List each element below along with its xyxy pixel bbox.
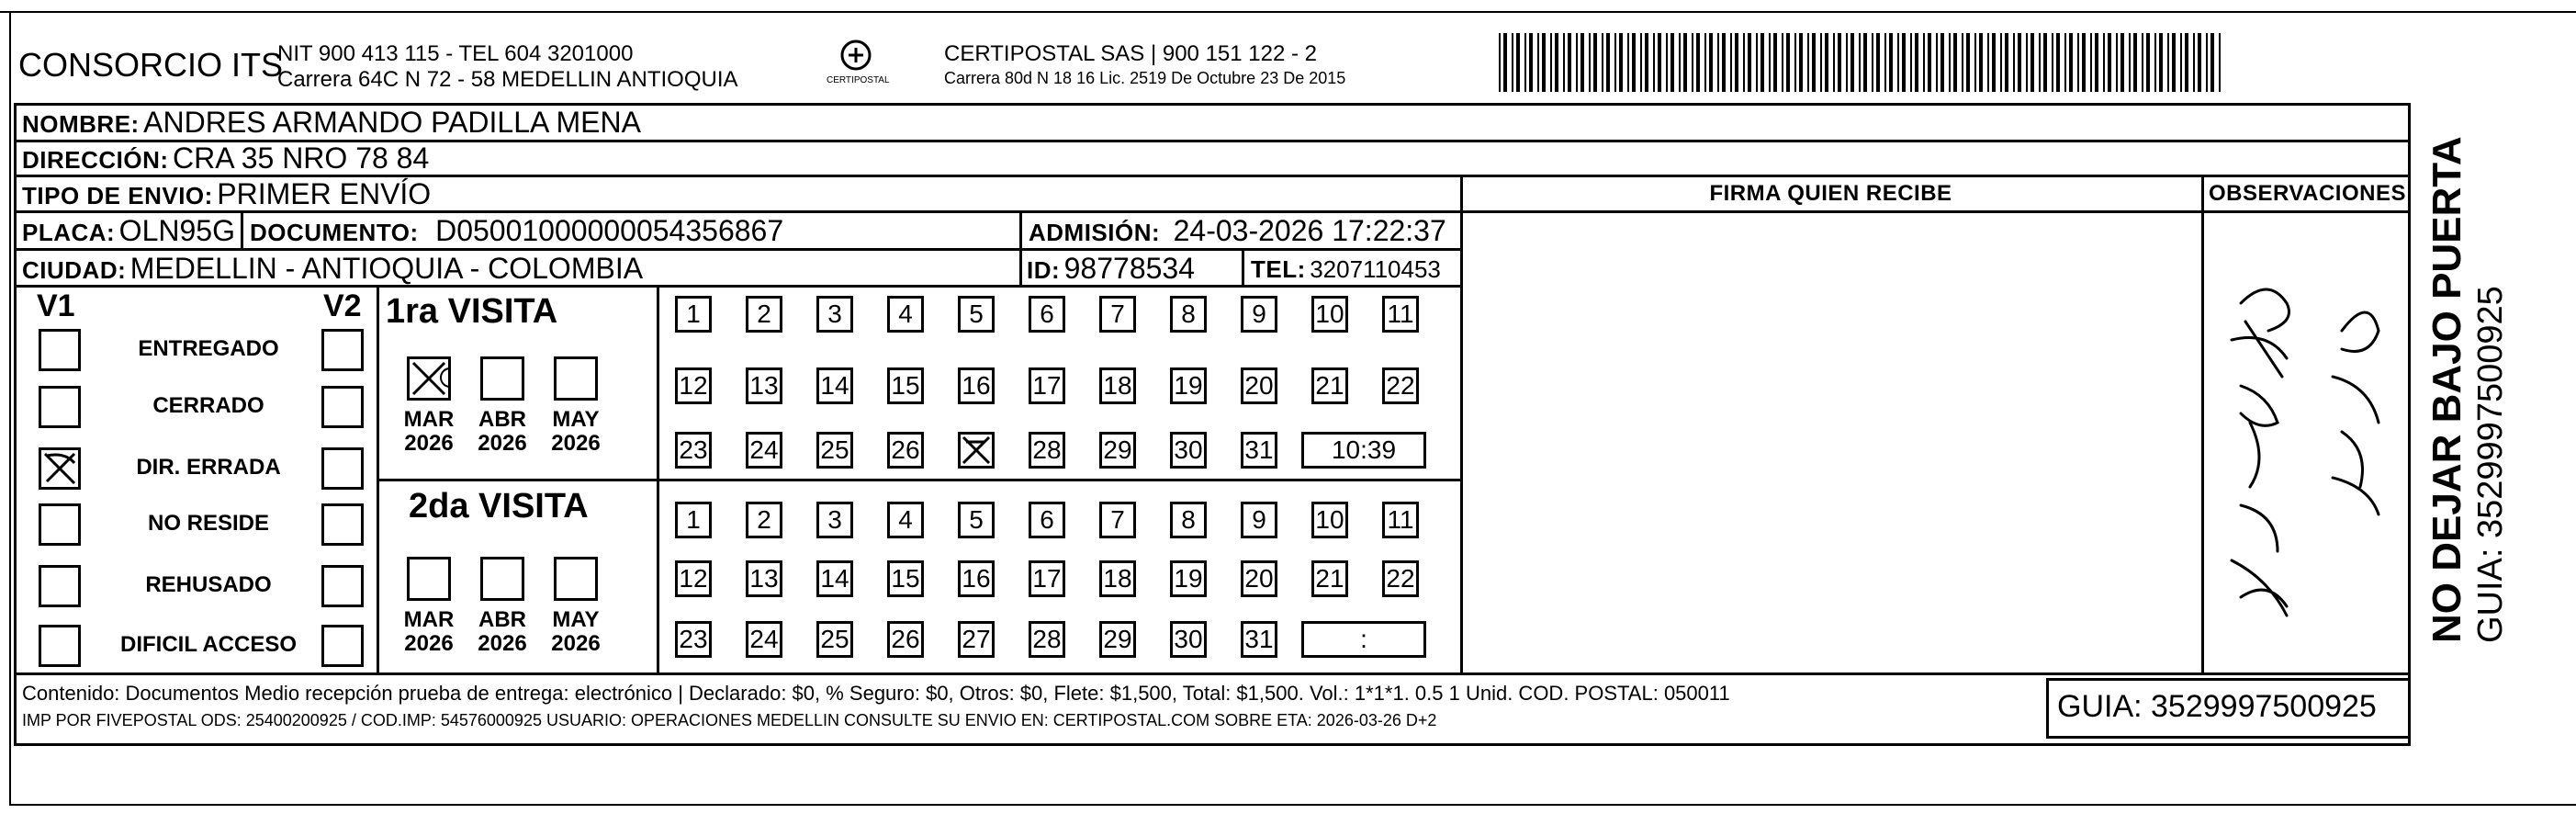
firma-header: FIRMA QUIEN RECIBE (1709, 181, 1952, 206)
barcode-bar (2056, 33, 2060, 92)
v1-checkbox[interactable] (39, 625, 81, 667)
barcode-bar (2090, 33, 2092, 92)
month-name: MAY (552, 607, 600, 632)
placa-value: OLN95G (118, 214, 235, 247)
barcode-bar (2064, 33, 2066, 92)
barcode-bar (1897, 33, 1899, 92)
barcode-bar (1859, 33, 1861, 92)
barcode-bar (1550, 33, 1552, 92)
barcode-bar (1833, 33, 1835, 92)
direccion-row (22, 141, 429, 175)
tipo-label: TIPO DE ENVIO: (22, 182, 213, 209)
barcode-bar (2167, 33, 2169, 92)
month-checkbox[interactable] (480, 557, 524, 601)
day-box[interactable]: 2 (746, 502, 782, 538)
barcode-bar (1850, 33, 1854, 92)
month-checkbox[interactable] (554, 557, 598, 601)
left-edge-line (9, 11, 11, 806)
second-visit-title: 2da VISITA (409, 487, 589, 526)
day-box[interactable]: 13 (746, 367, 782, 404)
day-box[interactable]: 13 (746, 560, 782, 597)
nombre-row (22, 106, 641, 140)
admision-label: ADMISIÓN: (1029, 219, 1161, 246)
barcode-bar (1974, 33, 1976, 92)
v1-header: V1 (37, 288, 75, 323)
v2-checkbox[interactable] (321, 565, 364, 607)
barcode-bar (2018, 33, 2021, 92)
v2-checkbox[interactable] (321, 625, 364, 667)
barcode-bar (1889, 33, 1893, 92)
day-box[interactable]: 31 (1241, 621, 1277, 658)
barcode-bar (1838, 33, 1841, 92)
day-box[interactable]: 26 (887, 432, 924, 469)
month-label (470, 408, 534, 456)
barcode-bar (1979, 33, 1983, 92)
footer-line1: Contenido: Documentos Medio recepción prueba de entrega: electrónico | Declarado: $0, % Seguro: $0, Otros: $0, Flete: $1,500, Total: $1,500. Vol.: 1*1*1. 0.5 1 Unid. COD. POSTAL: 050011 (22, 682, 1730, 705)
day-box[interactable]: 25 (816, 621, 853, 658)
day-box[interactable]: 12 (675, 367, 712, 404)
barcode-bar (1863, 33, 1867, 92)
day-box[interactable]: 28 (1029, 621, 1065, 658)
barcode-bar (2069, 33, 2073, 92)
barcode-bar (1670, 33, 1674, 92)
status-label: DIFICIL ACCESO (119, 632, 297, 657)
barcode-bar (1606, 33, 1610, 92)
barcode-bar (1872, 33, 1873, 92)
day-box[interactable]: 10 (1311, 296, 1348, 333)
month-checkbox[interactable] (407, 557, 451, 601)
day-box[interactable]: 3 (816, 502, 853, 538)
ciudad-row (22, 252, 643, 286)
barcode-bar (2116, 33, 2118, 92)
barcode-bar (1653, 33, 1655, 92)
tel-value: 3207110453 (1310, 255, 1441, 283)
barcode-bar (2172, 33, 2176, 92)
admision-value: 24-03-2026 17:22:37 (1173, 214, 1446, 247)
barcode-bar (2198, 33, 2201, 92)
first-visit-title: 1ra VISITA (386, 292, 558, 331)
day-box[interactable]: 22 (1382, 367, 1419, 404)
barcode-bar (1812, 33, 1816, 92)
company-info-line2: Carrera 64C N 72 - 58 MEDELLIN ANTIOQUIA (277, 67, 738, 92)
barcode-bar (1602, 33, 1603, 92)
barcode-bar (1593, 33, 1597, 92)
day-box[interactable]: 22 (1382, 560, 1419, 597)
month-label (397, 608, 461, 656)
day-box[interactable]: 4 (887, 296, 924, 333)
footer-line2: IMP POR FIVEPOSTAL ODS: 25400200925 / COD.IMP: 54576000925 USUARIO: OPERACIONES MEDELLIN CONSULTE SU ENVIO EN: CERTIPOSTAL.COM SOBRE ETA: 2026-03-26 D+2 (22, 711, 1437, 729)
month-name: MAR (403, 407, 455, 432)
barcode-bar (1619, 33, 1623, 92)
barcode-bar (1966, 33, 1970, 92)
day-box[interactable]: 27 (958, 621, 995, 658)
status-label: ENTREGADO (138, 336, 279, 361)
barcode-bar (2219, 33, 2221, 92)
barcode-bar (1568, 33, 1571, 92)
check-mark-icon (41, 450, 78, 487)
v1-checkbox[interactable] (39, 503, 81, 546)
logo-text: CERTIPOSTAL (827, 75, 890, 85)
v2-checkbox[interactable] (321, 503, 364, 546)
day-box[interactable]: 7 (1099, 502, 1136, 538)
v2-checkbox[interactable] (321, 447, 364, 490)
day-box[interactable]: 24 (746, 432, 782, 469)
barcode-bar (1992, 33, 1996, 92)
footer-guia: GUIA: 3529997500925 (2057, 689, 2377, 724)
day-box[interactable]: 15 (887, 560, 924, 597)
day-box[interactable]: 17 (1029, 367, 1065, 404)
day-box[interactable]: 16 (958, 367, 995, 404)
certipostal-line1: CERTIPOSTAL SAS | 900 151 122 - 2 (944, 41, 1317, 66)
month-label (470, 608, 534, 656)
day-box[interactable]: 29 (1099, 621, 1136, 658)
barcode-bar (1563, 33, 1565, 92)
barcode-bar (1645, 33, 1648, 92)
barcode-bar (2043, 33, 2047, 92)
day-box[interactable]: 28 (1029, 432, 1065, 469)
barcode-bar (1529, 33, 1533, 92)
day-box[interactable]: 19 (1170, 367, 1207, 404)
month-label (544, 408, 608, 456)
month-name: MAR (403, 607, 455, 632)
barcode-bar (2120, 33, 2124, 92)
day-box[interactable]: 21 (1311, 367, 1348, 404)
nombre-value: ANDRES ARMANDO PADILLA MENA (143, 106, 641, 139)
barcode-bar (1769, 33, 1771, 92)
barcode-bar (1928, 33, 1931, 92)
barcode-bar (1773, 33, 1777, 92)
tipo-row (22, 177, 431, 211)
barcode-bar (1820, 33, 1822, 92)
barcode-bar (1735, 33, 1738, 92)
day-box[interactable]: 1 (675, 296, 712, 333)
barcode-bar (2000, 33, 2002, 92)
day-box[interactable]: 26 (887, 621, 924, 658)
day-box[interactable]: 30 (1170, 432, 1207, 469)
day-box[interactable]: 17 (1029, 560, 1065, 597)
barcode-bar (1915, 33, 1918, 92)
barcode-bar (2030, 33, 2034, 92)
barcode-bar (1692, 33, 1693, 92)
admision-row (1029, 214, 1446, 248)
day-box[interactable]: 19 (1170, 560, 1207, 597)
barcode-bar (1696, 33, 1700, 92)
barcode-bar (1876, 33, 1880, 92)
handwritten-observation (2222, 266, 2406, 661)
month-name: MAY (552, 407, 600, 432)
day-box[interactable]: 5 (958, 296, 995, 333)
day-box[interactable]: 11 (1382, 502, 1419, 538)
barcode-bar (1940, 33, 1944, 92)
barcode-bar (2108, 33, 2111, 92)
handwriting-icon (2222, 266, 2406, 661)
side-instruction: NO DEJAR BAJO PUERTA (2424, 136, 2469, 643)
barcode-bar (1524, 33, 1526, 92)
month-year: 2026 (551, 431, 601, 456)
v2-header: V2 (323, 288, 362, 323)
id-row (1027, 252, 1195, 286)
barcode-bar (1542, 33, 1546, 92)
barcode-bar (1709, 33, 1713, 92)
barcode-bar (1589, 33, 1591, 92)
day-box[interactable]: 21 (1311, 560, 1348, 597)
day-box[interactable]: 6 (1029, 502, 1065, 538)
barcode-icon (1499, 33, 2226, 92)
barcode-bar (2142, 33, 2143, 92)
day-box[interactable]: 4 (887, 502, 924, 538)
barcode-bar (1756, 33, 1758, 92)
barcode-bar (2082, 33, 2086, 92)
barcode-bar (2026, 33, 2028, 92)
day-box[interactable]: 7 (1099, 296, 1136, 333)
documento-row (250, 214, 783, 248)
day-box[interactable]: 31 (1241, 432, 1277, 469)
barcode-bar (1683, 33, 1687, 92)
day-box[interactable]: 25 (816, 432, 853, 469)
barcode-bar (2146, 33, 2150, 92)
v1-checkbox[interactable] (39, 447, 81, 490)
day-box[interactable]: 2 (746, 296, 782, 333)
status-label: DIR. ERRADA (136, 455, 281, 480)
barcode-bar (1632, 33, 1636, 92)
v2-checkbox[interactable] (321, 386, 364, 428)
barcode-bar (1799, 33, 1803, 92)
day-box[interactable]: 30 (1170, 621, 1207, 658)
barcode-bar (1717, 33, 1719, 92)
barcode-bar (1503, 33, 1507, 92)
barcode-bar (2206, 33, 2208, 92)
nombre-label: NOMBRE: (22, 110, 140, 138)
status-label: CERRADO (152, 393, 264, 418)
day-box[interactable]: 8 (1170, 502, 1207, 538)
id-label: ID: (1027, 256, 1061, 284)
barcode-bar (1743, 33, 1745, 92)
barcode-bar (2193, 33, 2195, 92)
day-box[interactable]: 8 (1170, 296, 1207, 333)
month-label (544, 608, 608, 656)
day-box[interactable]: 9 (1241, 502, 1277, 538)
barcode-bar (2129, 33, 2131, 92)
barcode-bar (1666, 33, 1668, 92)
month-label (397, 408, 461, 456)
month-name: ABR (478, 607, 526, 632)
month-checkbox[interactable] (407, 356, 451, 401)
v1-checkbox[interactable] (39, 329, 81, 371)
barcode-bar (1760, 33, 1764, 92)
barcode-bar (2077, 33, 2079, 92)
month-year: 2026 (551, 631, 601, 656)
time-box[interactable]: : (1301, 621, 1426, 658)
month-year: 2026 (478, 431, 527, 456)
bottom-edge-line (9, 804, 2576, 806)
observaciones-header: OBSERVACIONES (2209, 181, 2406, 206)
day-box[interactable]: 5 (958, 502, 995, 538)
time-box[interactable]: 10:39 (1301, 432, 1426, 469)
barcode-bar (2210, 33, 2214, 92)
day-box[interactable]: 11 (1382, 296, 1419, 333)
barcode-bar (1807, 33, 1809, 92)
top-edge-line (0, 11, 2576, 13)
barcode-bar (1614, 33, 1616, 92)
day-box[interactable]: 1 (675, 502, 712, 538)
day-box[interactable]: 3 (816, 296, 853, 333)
month-year: 2026 (404, 431, 454, 456)
barcode-bar (2039, 33, 2041, 92)
barcode-bar (1936, 33, 1938, 92)
placa-row (22, 214, 235, 248)
barcode-bar (1722, 33, 1726, 92)
barcode-bar (1846, 33, 1848, 92)
barcode-bar (1580, 33, 1584, 92)
day-box[interactable] (958, 432, 995, 469)
barcode-bar (1902, 33, 1906, 92)
direccion-label: DIRECCIÓN: (22, 146, 169, 174)
day-box[interactable]: 14 (816, 560, 853, 597)
certipostal-line2: Carrera 80d N 18 16 Lic. 2519 De Octubre 23 De 2015 (944, 69, 1346, 87)
barcode-bar (1825, 33, 1828, 92)
day-box[interactable]: 20 (1241, 367, 1277, 404)
barcode-bar (2180, 33, 2182, 92)
day-box[interactable]: 14 (816, 367, 853, 404)
barcode-bar (1516, 33, 1520, 92)
company-info-line1: NIT 900 413 115 - TEL 604 3201000 (277, 41, 634, 66)
id-value: 98778534 (1063, 252, 1195, 285)
barcode-bar (2154, 33, 2156, 92)
day-box[interactable]: 20 (1241, 560, 1277, 597)
day-box[interactable]: 12 (675, 560, 712, 597)
barcode-bar (2159, 33, 2163, 92)
month-checkbox[interactable] (554, 356, 598, 401)
day-box[interactable]: 15 (887, 367, 924, 404)
barcode-bar (2013, 33, 2015, 92)
month-checkbox[interactable] (480, 356, 524, 401)
barcode-bar (1884, 33, 1886, 92)
day-box[interactable]: 6 (1029, 296, 1065, 333)
barcode-bar (1537, 33, 1539, 92)
barcode-bar (1555, 33, 1558, 92)
day-box[interactable]: 18 (1099, 560, 1136, 597)
ciudad-value: MEDELLIN - ANTIOQUIA - COLOMBIA (129, 252, 644, 285)
v2-checkbox[interactable] (321, 329, 364, 371)
barcode-bar (1627, 33, 1629, 92)
day-box[interactable]: 18 (1099, 367, 1136, 404)
tipo-value: PRIMER ENVÍO (217, 177, 432, 210)
day-box[interactable]: 16 (958, 560, 995, 597)
barcode-bar (1786, 33, 1790, 92)
barcode-bar (1748, 33, 1751, 92)
ciudad-label: CIUDAD: (22, 256, 127, 284)
barcode-bar (2005, 33, 2008, 92)
documento-value: D05001000000054356867 (435, 214, 784, 247)
barcode-bar (1576, 33, 1578, 92)
barcode-bar (1658, 33, 1661, 92)
status-label: NO RESIDE (147, 511, 270, 536)
day-box[interactable]: 9 (1241, 296, 1277, 333)
day-box[interactable]: 23 (675, 621, 712, 658)
day-box[interactable]: 23 (675, 432, 712, 469)
status-label: REHUSADO (145, 572, 272, 597)
barcode-bar (1953, 33, 1957, 92)
day-box[interactable]: 29 (1099, 432, 1136, 469)
v1-checkbox[interactable] (39, 565, 81, 607)
barcode-bar (2103, 33, 2105, 92)
v1-checkbox[interactable] (39, 386, 81, 428)
barcode-bar (2095, 33, 2098, 92)
month-year: 2026 (478, 631, 527, 656)
barcode-bar (1704, 33, 1706, 92)
month-year: 2026 (404, 631, 454, 656)
direccion-value: CRA 35 NRO 78 84 (173, 141, 430, 175)
check-mark-icon (961, 435, 992, 466)
barcode-bar (1730, 33, 1732, 92)
barcode-bar (1987, 33, 1989, 92)
side-guia: GUIA: 3529997500925 (2471, 286, 2510, 643)
barcode (1499, 33, 2226, 92)
tel-row (1251, 255, 1441, 284)
day-box[interactable]: 10 (1311, 502, 1348, 538)
barcode-bar (1923, 33, 1925, 92)
month-name: ABR (478, 407, 526, 432)
company-name: CONSORCIO ITS (18, 46, 284, 84)
barcode-bar (1782, 33, 1783, 92)
barcode-bar (1499, 33, 1501, 92)
barcode-bar (1679, 33, 1681, 92)
barcode-bar (1962, 33, 1963, 92)
barcode-bar (1794, 33, 1796, 92)
placa-label: PLACA: (22, 219, 116, 246)
barcode-bar (1512, 33, 1513, 92)
barcode-bar (1910, 33, 1912, 92)
documento-label: DOCUMENTO: (250, 219, 419, 246)
barcode-bar (1949, 33, 1951, 92)
check-mark-icon (410, 359, 448, 398)
barcode-bar (2133, 33, 2137, 92)
tel-label: TEL: (1251, 255, 1306, 283)
barcode-bar (1640, 33, 1642, 92)
barcode-bar (2052, 33, 2053, 92)
day-box[interactable]: 24 (746, 621, 782, 658)
barcode-bar (2185, 33, 2188, 92)
